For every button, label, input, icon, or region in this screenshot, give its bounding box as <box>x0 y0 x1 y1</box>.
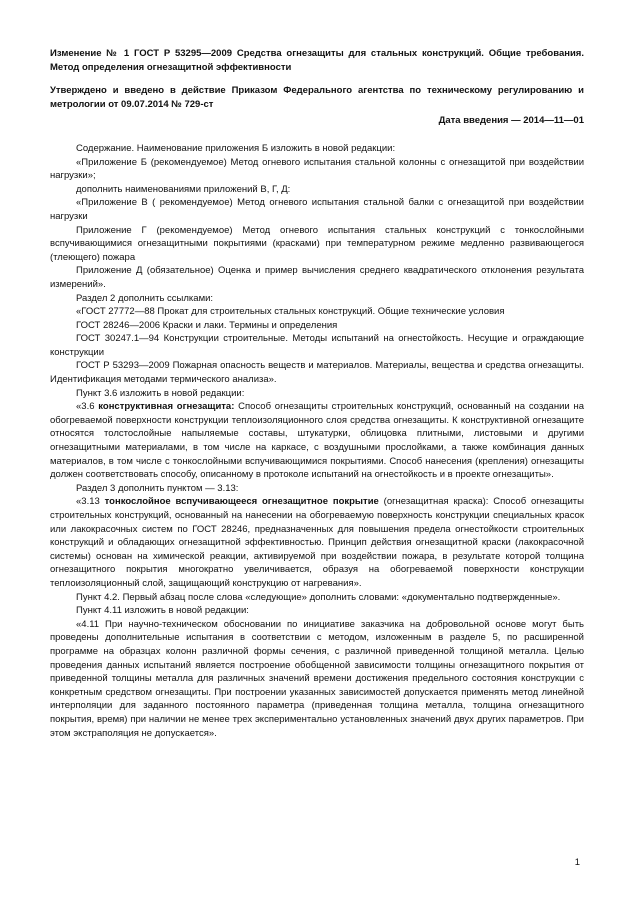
paragraph: Раздел 2 дополнить ссылками: <box>76 292 214 304</box>
term-bold: конструктивная огнезащита: <box>98 401 235 413</box>
paragraph: Пункт 4.2. Первый абзац после слова «следующие» дополнить словами: «документально подтвержденные». <box>76 591 561 603</box>
approval-statement: Утверждено и введено в действие Приказом Федерального агентства по техническому регулированию и метрологии от 09.07.2014 № 729-ст <box>50 85 584 110</box>
paragraph-definition-3-6: «3.6 конструктивная огнезащита: Способ огнезащиты строительных конструкций, основанный на создании на обогреваемой поверхности конструкции теплоизоляционного слоя средства огнезащиты. К конструктивной огнезащите относятся толстослойные напыляемые составы, штукатурки, облицовка плитными, листовыми и другими огнезащитными материалами, в том числе на каркасе, с воздушными прослойками, а также комбинация данных материалов, в том числе с тонкослойными вспучивающимися покрытиями. Способ нанесения (крепления) огнезащиты должен соответствовать способу, описанному в протоколе испытаний на огнестойкость и в проекте огнезащиты». <box>50 401 584 481</box>
paragraph: Пункт 4.11 изложить в новой редакции: <box>76 605 249 617</box>
paragraph: «4.11 При научно-техническом обосновании по инициативе заказчика на добровольной основе могут быть проведены дополнительные испытания в соответствии с методом, изложенным в разделе 5, по расширенной программе на образцах колонн различной формы сечения, с различной приведенной толщиной металла. Целью проведения данных испытаний является построение обобщенной зависимости толщины огнезащитного покрытия от приведенной толщины металла для различных значений времени достижения предельного состояния конструкции с конкретным средством огнезащиты. При построении указанных зависимостей допускается применять метод линейной интерполяции для заданного постоянного параметра (приведенная толщина металла, толщина огнезащитного покрытия, время) при наличии не менее трех экспериментально установленных значений двух других параметров. При этом экстраполяция не допускается». <box>50 618 584 739</box>
paragraph: ГОСТ Р 53293—2009 Пожарная опасность веществ и материалов. Материалы, вещества и средства огнезащиты. Идентификация методами термического анализа». <box>50 360 584 386</box>
paragraph: «Приложение В ( рекомендуемое) Метод огневого испытания стальной балки с огнезащитой при воздействии нагрузки <box>50 197 584 222</box>
paragraph: «Приложение Б (рекомендуемое) Метод огневого испытания стальной колонны с огнезащитой при воздействии нагрузки»; <box>50 156 584 182</box>
amendment-body <box>50 142 584 740</box>
paragraph: Содержание. Наименование приложения Б изложить в новой редакции: <box>76 142 396 154</box>
paragraph: Раздел 3 дополнить пунктом — 3.13: <box>76 482 239 494</box>
paragraph: «ГОСТ 27772—88 Прокат для строительных стальных конструкций. Общие технические условия <box>76 306 505 318</box>
paragraph: дополнить наименованиями приложений В, Г, Д: <box>76 183 291 195</box>
paragraph: Пункт 3.6 изложить в новой редакции: <box>76 387 245 399</box>
paragraph: ГОСТ 28246—2006 Краски и лаки. Термины и определения <box>76 319 338 331</box>
paragraph: Приложение Г (рекомендуемое) Метод огневого испытания стальных конструкций с тонкослойными вспучивающимися огнезащитными покрытиями (красками) при температурном режиме медленно развивающегося (тлеющего) пожара <box>50 224 584 263</box>
effective-date: Дата введения — 2014—11—01 <box>438 115 584 127</box>
page-number: 1 <box>574 857 580 868</box>
amendment-title: Изменение № 1 ГОСТ Р 53295—2009 Средства огнезащиты для стальных конструкций. Общие требования. Метод определения огнезащитной эффективности <box>50 48 584 73</box>
paragraph-definition-3-13: «3.13 тонкослойное вспучивающееся огнезащитное покрытие (огнезащитная краска): Способ огнезащиты строительных конструкций, основанный на нанесении на обогреваемую поверхность конструкции специальных красок или лакокрасочных систем по ГОСТ 28246, предназначенных для повышения предела огнестойкости строительных конструкций и обладающих огнезащитной эффективностью. Принцип действия огнезащитной краски (лакокрасочной системы) основан на химической реакции, активируемой при воздействии пожара, в результате которой толщина огнезащитного покрытия многократно увеличивается, образуя на обогреваемой поверхности конструкции теплоизоляционный слой, защищающий конструкцию от нагревания». <box>50 496 584 589</box>
term-bold: тонкослойное вспучивающееся огнезащитное покрытие <box>104 496 379 508</box>
paragraph: Приложение Д (обязательное) Оценка и пример вычисления среднего квадратического отклонения результата измерений». <box>50 265 584 290</box>
paragraph: ГОСТ 30247.1—94 Конструкции строительные. Методы испытаний на огнестойкость. Несущие и ограждающие конструкции <box>50 333 584 358</box>
